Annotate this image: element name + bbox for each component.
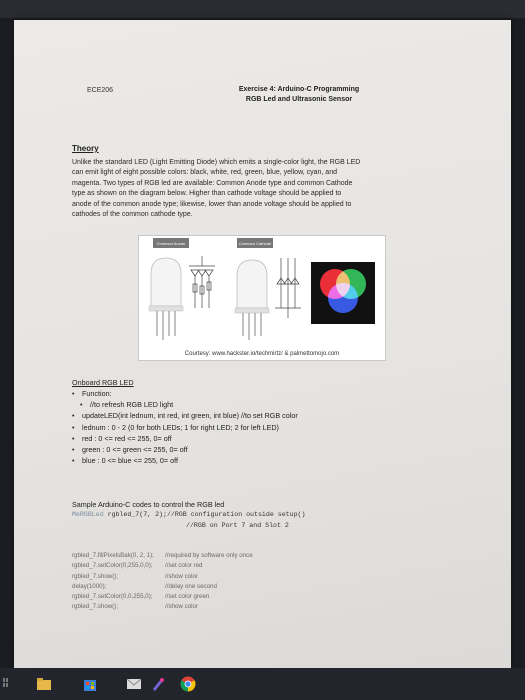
- paragraph-line: can emit light of eight possible colors: black, white, red, green, blue, yellow, cyan, and: [72, 169, 337, 177]
- list-item: • //to refresh RGB LED light: [80, 400, 174, 410]
- rgb-led-diagram-image: [139, 236, 385, 346]
- code-block: [72, 551, 372, 613]
- subtitle-line: RGB Led and Ultrasonic Sensor: [245, 96, 353, 103]
- windows-start-icon[interactable]: [3, 678, 9, 688]
- list-item: • green : 0 <= green <= 255, 0= off: [72, 445, 188, 455]
- theory-paragraph: [72, 158, 467, 220]
- list-item: • updateLED(int lednum, int red, int green, int blue) //to set RGB color: [72, 411, 298, 421]
- paragraph-line: type as shown on the diagram below. Higher than cathode voltage should be applied to: [72, 190, 342, 198]
- onboard-heading: Onboard RGB LED: [72, 378, 134, 387]
- document-page: [14, 20, 511, 668]
- list-item: • blue : 0 <= blue <= 255, 0= off: [72, 456, 178, 466]
- blue-circle: [328, 283, 358, 313]
- paragraph-line: Unlike the standard LED (Light Emitting Diode) which emits a single-color light, the RGB LED: [72, 159, 361, 166]
- mail-icon[interactable]: [126, 676, 142, 692]
- code-line: delay(1000); //delay one second: [72, 582, 217, 590]
- screen-top-bezel: [0, 0, 525, 18]
- sample-heading: Sample Arduino-C codes to control the RGB led: [72, 500, 225, 509]
- title-line: Exercise 4: Arduino-C Programming: [238, 86, 360, 93]
- code-line: rgbled_7.show(); //show color: [72, 603, 199, 611]
- code-declaration-comment: //RGB on Port 7 and Slot 2: [186, 521, 289, 529]
- cathode-label: Common Cathode: [238, 241, 272, 246]
- cathode-led-dome: [237, 260, 267, 308]
- paragraph-line: cathodes of the common cathode type.: [72, 211, 193, 219]
- store-icon[interactable]: [82, 676, 98, 692]
- file-explorer-icon[interactable]: [36, 676, 52, 692]
- taskbar: [0, 668, 525, 700]
- code-line: rgbled_7.show(); //show color: [72, 572, 199, 580]
- figure-credit: Courtesy: www.hackster.io/techmirtz/ & palmettomojo.com: [184, 351, 340, 357]
- paragraph-line: anode of the common anode type; likewise, lower than anode voltage should be applied to: [72, 200, 352, 208]
- list-item: • Function:: [72, 389, 112, 398]
- list-item: • lednum : 0 - 2 (0 for both LEDs; 1 for right LED; 2 for left LED): [72, 422, 279, 432]
- theory-heading: Theory: [72, 144, 99, 153]
- code-declaration: MeRGBLed rgbled_7(7, 2);//RGB configuration outside setup(): [72, 511, 306, 519]
- list-item: • red : 0 <= red <= 255, 0= off: [72, 433, 172, 443]
- code-line: rgbled_7.setColor(0,255,0,0); //set color red: [72, 562, 203, 570]
- paint-icon[interactable]: [150, 676, 166, 692]
- course-code: ECE206: [87, 87, 114, 94]
- anode-schematic: [189, 256, 215, 308]
- chrome-icon[interactable]: [180, 676, 196, 692]
- onboard-rgb-section: [72, 378, 472, 466]
- rgb-led-diagram: [138, 235, 386, 361]
- paragraph-line: magenta. Two types of RGB led are available: Common Anode type and common Cathode: [72, 179, 353, 187]
- cathode-schematic: [275, 258, 301, 318]
- anode-label: Common Anode: [156, 241, 186, 246]
- sample-code-section: [72, 500, 472, 531]
- anode-led-dome: [151, 258, 181, 306]
- code-line: rgbled_7.fillPixelsBak(0, 2, 1); //required by software only once: [72, 552, 253, 559]
- code-line: rgbled_7.setColor(0,0,255,0); //set color green: [72, 593, 210, 601]
- document-title: [189, 85, 409, 105]
